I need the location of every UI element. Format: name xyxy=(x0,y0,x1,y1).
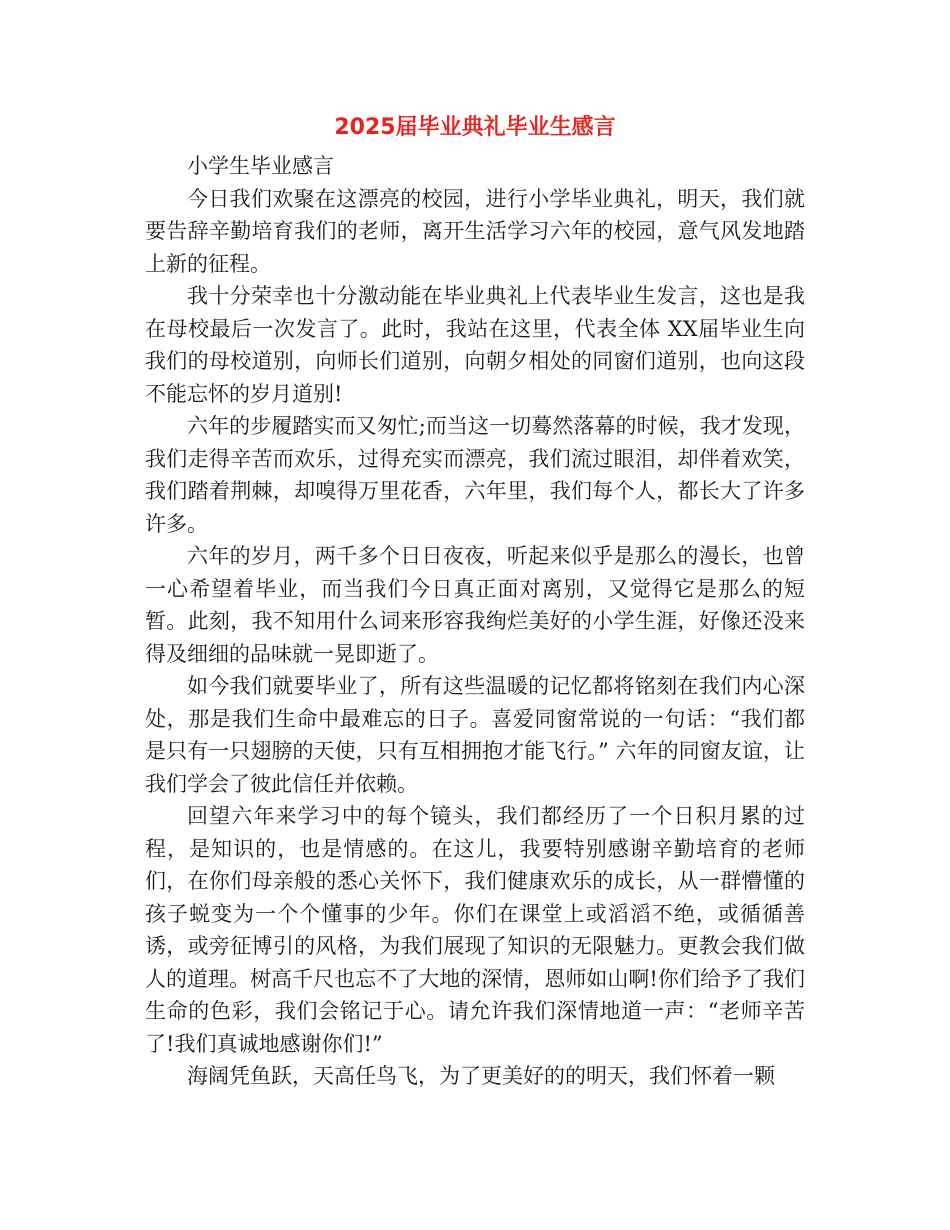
paragraph-3: 六年的步履踏实而又匆忙;而当这一切蓦然落幕的时候，我才发现，我们走得辛苦而欢乐，过得充实而漂亮，我们流过眼泪，却伴着欢笑，我们踏着荆棘，却嗅得万里花香，六年里，我们每个人，都长大了许多许多。 xyxy=(145,414,805,536)
paragraph-2: 我十分荣幸也十分激动能在毕业典礼上代表毕业生发言，这也是我在母校最后一次发言了。此时，我站在这里，代表全体 XX届毕业生向我们的母校道别，向师长们道别，向朝夕相处的同窗们道别，也向这段不能忘怀的岁月道别! xyxy=(145,284,805,406)
document-body xyxy=(145,150,805,1093)
document-subtitle: 小学生毕业感言 xyxy=(187,154,334,178)
document-title: 2025届毕业典礼毕业生感言 xyxy=(334,115,616,140)
paragraph-4: 六年的岁月，两千多个日日夜夜，听起来似乎是那么的漫长，也曾一心希望着毕业，而当我们今日真正面对离别，又觉得它是那么的短暂。此刻，我不知用什么词来形容我绚烂美好的小学生涯，好像还没来得及细细的品味就一晃即逝了。 xyxy=(145,544,805,666)
paragraph-5: 如今我们就要毕业了，所有这些温暖的记忆都将铭刻在我们内心深处，那是我们生命中最难忘的日子。喜爱同窗常说的一句话：“我们都是只有一只翅膀的天使，只有互相拥抱才能飞行。” 六年的同窗友谊，让我们学会了彼此信任并依赖。 xyxy=(145,674,805,796)
paragraph-1: 今日我们欢聚在这漂亮的校园，进行小学毕业典礼，明天，我们就要告辞辛勤培育我们的老师，离开生活学习六年的校园，意气风发地踏上新的征程。 xyxy=(145,186,805,276)
paragraph-6: 回望六年来学习中的每个镜头，我们都经历了一个日积月累的过程，是知识的，也是情感的。在这儿，我要特别感谢辛勤培育的老师们，在你们母亲般的悉心关怀下，我们健康欢乐的成长，从一群懵懂的孩子蜕变为一个个懂事的少年。你们在课堂上或滔滔不绝，或循循善诱，或旁征博引的风格，为我们展现了知识的无限魅力。更教会我们做人的道理。树高千尺也忘不了大地的深情，恩师如山啊!你们给予了我们生命的色彩，我们会铭记于心。请允许我们深情地道一声：“老师辛苦了!我们真诚地感谢你们!” xyxy=(145,804,805,1056)
paragraph-7: 海阔凭鱼跃，天高任鸟飞，为了更美好的的明天，我们怀着一颗 xyxy=(187,1064,775,1088)
